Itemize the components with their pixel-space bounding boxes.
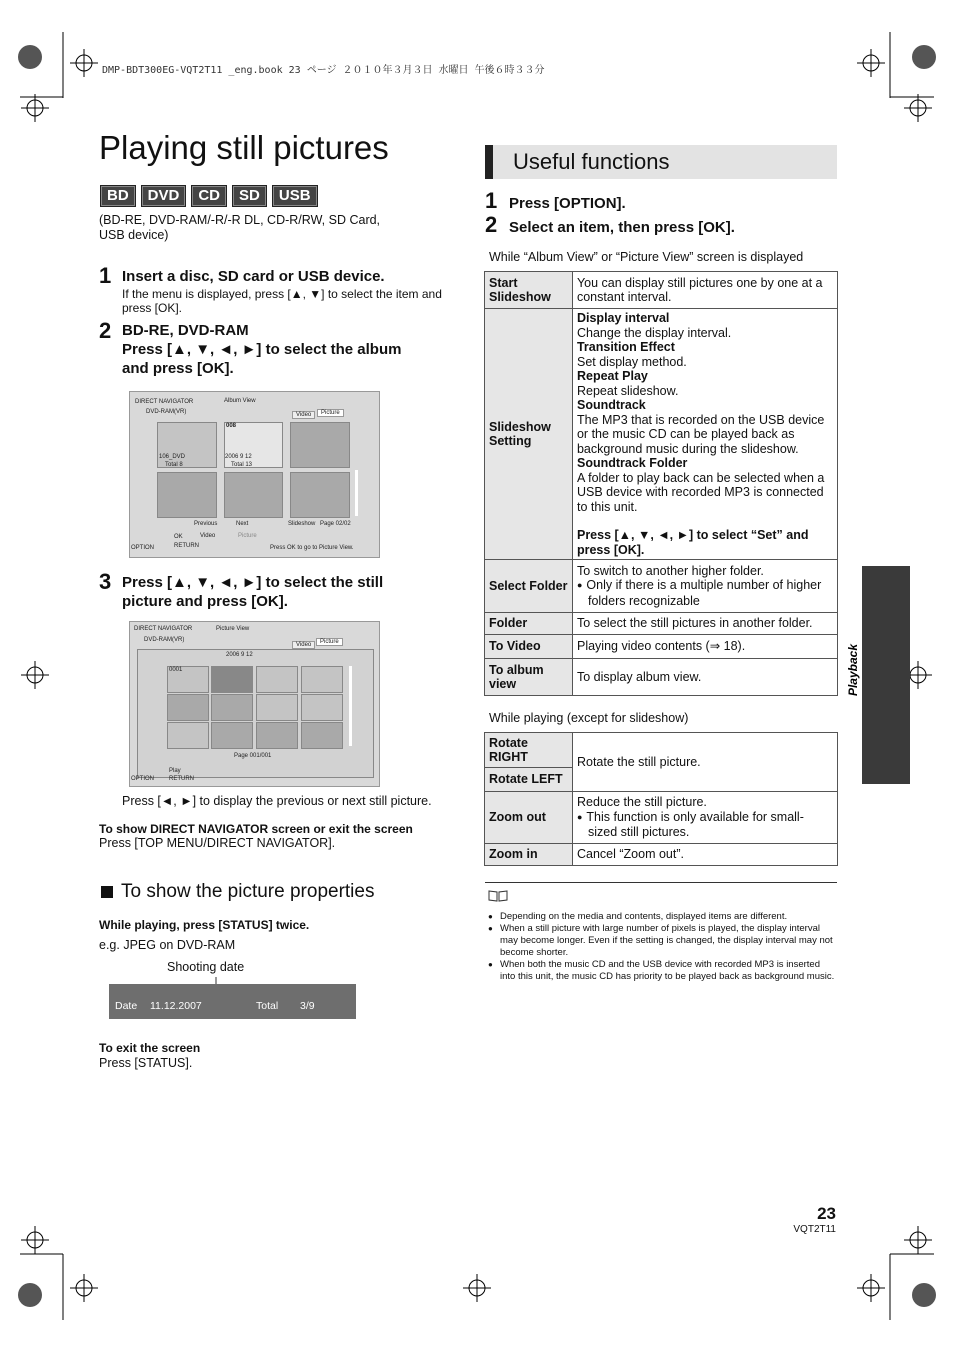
dn-heading: To show DIRECT NAVIGATOR screen or exit the screen bbox=[99, 822, 413, 836]
table1-caption: While “Album View” or “Picture View” screen is displayed bbox=[489, 250, 804, 264]
square-bullet-icon bbox=[101, 886, 113, 898]
badge-bd: BD bbox=[100, 185, 136, 207]
row-zoom-out: Zoom out bbox=[485, 792, 573, 844]
picture-scrollbar bbox=[349, 666, 352, 746]
page-code: VQT2T11 bbox=[793, 1224, 836, 1235]
option-table-album-picture-view: Start Slideshow You can display still pictures one by one at a constant interval. Slideshow Setting Display interval Change the display interval. Transition Effect Set display method. Repeat Play Repeat slideshow. Soundtrack The MP3 that is recorded on the USB device or the music CD can be played back as background music during the slideshow. Soundtrack Folder A folder to play back can be selected when a USB device with recorded MP3 is connected to this unit. Press [▲, ▼, ◄, ►] to select “Set” and press [OK]. Select Folder To switch to another higher folder. ● Only if there is a multiple number of higher folders recognizable Folder To select the still pictures in another folder. To Video Playing video contents (⇒ 18). To album view To display album view. bbox=[484, 271, 838, 696]
table2-caption: While playing (except for slideshow) bbox=[489, 711, 689, 725]
badge-sd: SD bbox=[232, 185, 267, 207]
album-thumb-4 bbox=[157, 472, 217, 518]
album-view-screenshot: DIRECT NAVIGATOR Album View DVD-RAM(VR) Video Picture 106_DVD Total 8 008 2006 9 12 Total 13 Previous Next Slideshow Page 02/02 OK OPTION RETURN Video Picture Press OK to go to Picture View. bbox=[129, 391, 380, 558]
note-item: ● When a still picture with large number of pixels is played, the display interval may become longer. Even if the setting is changed, the display interval may not become shorter. bbox=[488, 923, 837, 959]
album-thumb-5 bbox=[224, 472, 283, 518]
step-3-text: Press [▲, ▼, ◄, ►] to select the still picture and press [OK]. bbox=[122, 574, 384, 610]
page-title: Playing still pictures bbox=[99, 129, 389, 166]
row-select-folder: Select Folder bbox=[485, 560, 573, 613]
badge-usb: USB bbox=[272, 185, 318, 207]
props-heading: To show the picture properties bbox=[101, 881, 374, 903]
picture-thumb-3 bbox=[256, 666, 298, 693]
media-note: (BD-RE, DVD-RAM/-R/-R DL, CD-R/RW, SD Card, USB device) bbox=[99, 213, 381, 242]
notes-divider bbox=[485, 882, 837, 883]
option-table-playing: Rotate RIGHT Rotate the still picture. Rotate LEFT Zoom out Reduce the still picture. ● This function is only available for small-sized still pictures. Zoom in Cancel “Zoom out”. bbox=[484, 732, 838, 866]
note-item: ● When both the music CD and the USB device with recorded MP3 is inserted into this unit, the music CD has priority to be played back as background music. bbox=[488, 959, 837, 983]
exit-text: Press [STATUS]. bbox=[99, 1056, 193, 1070]
book-note-icon bbox=[488, 889, 508, 903]
row-rotate-left: Rotate LEFT bbox=[485, 768, 573, 792]
step-2-number: 2 bbox=[99, 318, 112, 343]
row-folder: Folder bbox=[485, 613, 573, 635]
exit-heading: To exit the screen bbox=[99, 1041, 201, 1055]
section-side-tab bbox=[862, 566, 910, 784]
badge-dvd: DVD bbox=[141, 185, 187, 207]
picture-thumb-5 bbox=[167, 694, 209, 721]
media-badges bbox=[100, 185, 318, 207]
row-rotate-right: Rotate RIGHT bbox=[485, 733, 573, 768]
prev-next-note: Press [◄, ►] to display the previous or next still picture. bbox=[122, 794, 432, 808]
shooting-date-label: Shooting date bbox=[167, 960, 245, 974]
step-1-sub: If the menu is displayed, press [▲, ▼] to select the item and press [OK]. bbox=[122, 287, 442, 315]
picture-thumb-6 bbox=[211, 694, 253, 721]
props-instruction: While playing, press [STATUS] twice. bbox=[99, 918, 310, 932]
picture-thumb-7 bbox=[256, 694, 298, 721]
album-thumb-3 bbox=[290, 422, 350, 468]
useful-functions-heading: Useful functions bbox=[485, 145, 837, 179]
step-1-text: Insert a disc, SD card or USB device. bbox=[122, 268, 385, 285]
section-side-label: Playback bbox=[846, 643, 860, 697]
bullet-icon bbox=[577, 578, 586, 592]
step-1-number: 1 bbox=[99, 263, 112, 288]
status-bar: Date 11.12.2007 Total 3/9 bbox=[109, 984, 356, 1019]
album-scrollbar bbox=[355, 470, 358, 516]
notes-list bbox=[488, 911, 837, 983]
row-zoom-in: Zoom in bbox=[485, 844, 573, 866]
row-to-video: To Video bbox=[485, 635, 573, 659]
picture-thumb-2 bbox=[211, 666, 253, 693]
picture-thumb-4 bbox=[301, 666, 343, 693]
album-thumb-6 bbox=[290, 472, 350, 518]
row-to-album-view: To album view bbox=[485, 659, 573, 696]
picture-thumb-8 bbox=[301, 694, 343, 721]
props-example: e.g. JPEG on DVD-RAM bbox=[99, 938, 236, 952]
picture-thumb-11 bbox=[256, 722, 298, 749]
dn-text: Press [TOP MENU/DIRECT NAVIGATOR]. bbox=[99, 836, 336, 850]
picture-view-screenshot: DIRECT NAVIGATOR Picture View DVD-RAM(VR) Video Picture 2006 9 12 0001 Page 001/001 Play OPTION RETURN bbox=[129, 621, 380, 787]
page-number: 23 bbox=[817, 1204, 836, 1223]
note-item: ● Depending on the media and contents, displayed items are different. bbox=[488, 911, 837, 923]
bullet-icon bbox=[577, 810, 586, 824]
picture-thumb-9 bbox=[167, 722, 209, 749]
row-start-slideshow: Start Slideshow bbox=[485, 272, 573, 309]
picture-thumb-12 bbox=[301, 722, 343, 749]
row-slideshow-setting: Slideshow Setting bbox=[485, 309, 573, 560]
step-3-number: 3 bbox=[99, 569, 112, 594]
notes-section bbox=[485, 882, 837, 983]
step-2-text: BD-RE, DVD-RAM Press [▲, ▼, ◄, ►] to select the album and press [OK]. bbox=[122, 322, 402, 377]
file-header-line: DMP-BDT300EG-VQT2T11 _eng.book 23 ページ ２０１０年３月３日 水曜日 午後６時３３分 bbox=[102, 65, 545, 76]
picture-thumb-10 bbox=[211, 722, 253, 749]
badge-cd: CD bbox=[191, 185, 227, 207]
